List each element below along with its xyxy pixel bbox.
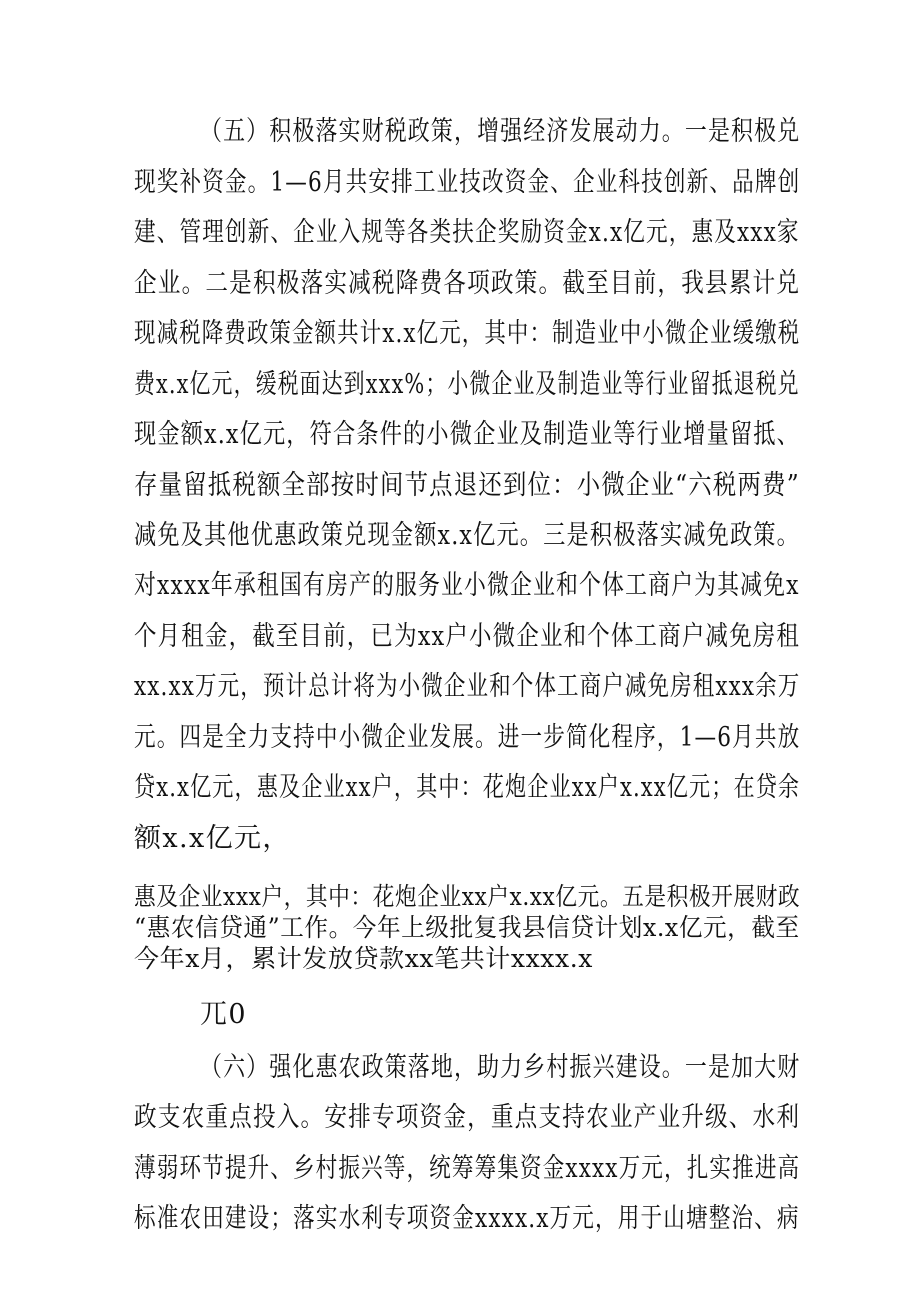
paragraph-line: 现金额x.x亿元，符合条件的小微企业及制造业等行业增量留抵、 [134, 419, 801, 450]
section-5-heading-line: （五）积极落实财税政策，增强经济发展动力。一是积极兑 [200, 116, 801, 147]
paragraph-line: 减免及其他优惠政策兑现金额x.x亿元。三是积极落实减免政策。 [134, 520, 801, 551]
paragraph-line: 标准农田建设；落实水利专项资金xxxx.x万元，用于山塘整治、病 [134, 1203, 800, 1234]
paragraph-line: 现奖补资金。1—6月共安排工业技改资金、企业科技创新、品牌创 [134, 167, 801, 198]
block-line: “惠农信贷通”工作。今年上级批复我县信贷计划x.x亿元，截至 [134, 913, 800, 942]
section-6-heading-line: （六）强化惠农政策落地，助力乡村振兴建设。一是加大财 [200, 1052, 801, 1083]
line-fragment: 兀0 [200, 999, 247, 1030]
block-line: 今年x月，累计发放贷款xx笔共计xxxx.x [134, 944, 593, 973]
paragraph-line: 建、管理创新、企业入规等各类扶企奖励资金x.x亿元，惠及xxx家 [134, 217, 800, 248]
paragraph-line: 额x.x亿元， [134, 823, 291, 854]
paragraph-line: 贷x.x亿元，惠及企业xx户，其中：花炮企业xx户x.xx亿元；在贷余 [134, 772, 801, 803]
paragraph-line: 政支农重点投入。安排专项资金，重点支持农业产业升级、水利 [134, 1102, 801, 1133]
paragraph-line: 企业。二是积极落实减税降费各项政策。截至目前，我县累计兑 [134, 268, 801, 299]
paragraph-line: 存量留抵税额全部按时间节点退还到位：小微企业“六税两费” [134, 470, 800, 501]
paragraph-line: 薄弱环节提升、乡村振兴等，统筹筹集资金xxxx万元，扎实推进高 [134, 1153, 801, 1184]
paragraph-line: 费x.x亿元，缓税面达到xxx%；小微企业及制造业等行业留抵退税兑 [134, 369, 800, 400]
paragraph-line: 个月租金，截至目前，已为xx户小微企业和个体工商户减免房租 [134, 621, 801, 652]
paragraph-line: xx.xx万元，预计总计将为小微企业和个体工商户减免房租xxx余万 [134, 671, 801, 702]
block-line: 惠及企业xxx户，其中：花炮企业xx户x.xx亿元。五是积极开展财政 [134, 882, 801, 911]
paragraph-line: 元。四是全力支持中小微企业发展。进一步简化程序，1—6月共放 [134, 722, 801, 753]
paragraph-line: 现减税降费政策金额共计x.x亿元，其中：制造业中小微企业缓缴税 [134, 318, 801, 349]
paragraph-line: 对xxxx年承租国有房产的服务业小微企业和个体工商户为其减免x [134, 570, 800, 601]
